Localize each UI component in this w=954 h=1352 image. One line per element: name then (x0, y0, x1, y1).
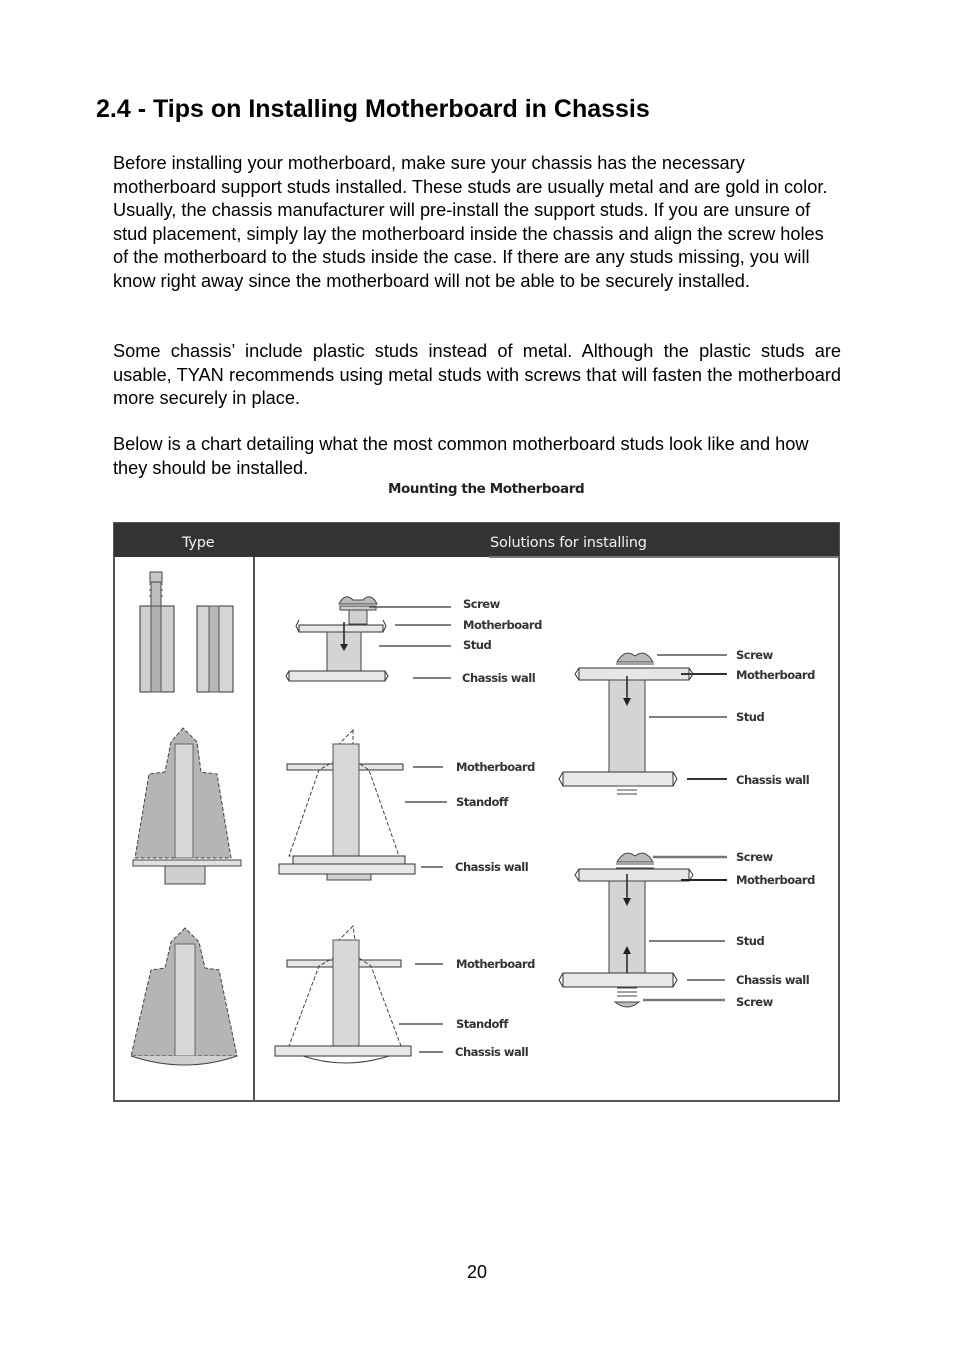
label-chassis-wall-2: Chassis wall (455, 860, 529, 874)
column-header-solutions: Solutions for installing (490, 535, 647, 551)
page-number: 20 (466, 1262, 488, 1282)
paragraph-chart-intro: Below is a chart detailing what the most common motherboard studs look like and how they should be installed. (113, 434, 809, 478)
section-heading: 2.4 - Tips on Installing Motherboard in Chassis (96, 95, 650, 123)
label-motherboard-5: Motherboard (736, 873, 815, 887)
label-stud-4: Stud (736, 710, 765, 724)
metal-standoff-icon (197, 606, 233, 692)
label-standoff-2: Standoff (456, 795, 508, 809)
label-stud-5: Stud (736, 934, 765, 948)
column-header-type: Type (182, 535, 215, 551)
label-stud-1: Stud (463, 638, 492, 652)
paragraph-studs-intro: Before installing your motherboard, make sure your chassis has the necessary motherboard support studs installed. These studs are usually metal and are gold in color. Usually, the chassis manufacturer will pre-install the support studs. If you are unsure of stud placement, simply lay the motherboard inside the chassis and align the screw holes of the motherboard to the studs inside the case. If there are any studs missing, you will know right away since the motherboard will not be able to be securely installed. (113, 153, 828, 291)
label-screw-4: Screw (736, 648, 773, 662)
paragraph-plastic-studs: Some chassis’ include plastic studs instead of metal. Although the plastic studs are usable, TYAN recommends using metal studs with screws that will fasten the motherboard more securely in place. (113, 341, 841, 408)
label-screw-5: Screw (736, 850, 773, 864)
label-screw-1: Screw (463, 597, 500, 611)
label-chassis-wall-5: Chassis wall (736, 973, 810, 987)
figure-title: Mounting the Motherboard (388, 481, 585, 497)
label-chassis-wall-4: Chassis wall (736, 773, 810, 787)
label-motherboard-1: Motherboard (463, 618, 542, 632)
label-standoff-3: Standoff (456, 1017, 508, 1031)
label-motherboard-4: Motherboard (736, 668, 815, 682)
label-chassis-wall-3: Chassis wall (455, 1045, 529, 1059)
label-motherboard-3: Motherboard (456, 957, 535, 971)
label-chassis-wall-1: Chassis wall (462, 671, 536, 685)
label-screw-6: Screw (736, 995, 773, 1009)
mounting-figure (113, 522, 840, 1102)
label-motherboard-2: Motherboard (456, 760, 535, 774)
